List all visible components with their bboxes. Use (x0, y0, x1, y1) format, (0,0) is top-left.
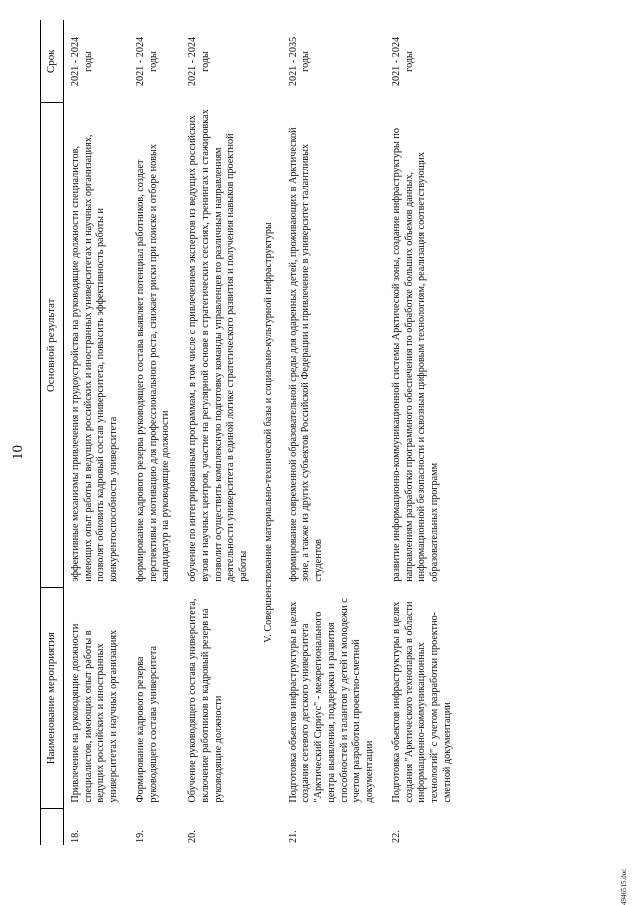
table-row (63, 20, 129, 845)
header-term: Срок (41, 20, 64, 103)
row-term: 2021 - 2024 годы (69, 36, 94, 87)
table-row (129, 20, 181, 845)
table-row (181, 20, 259, 845)
table-row (282, 20, 385, 845)
row-term: 2021 - 2035 годы (287, 36, 312, 87)
header-name: Наименование мероприятия (41, 588, 64, 809)
row-term: 2021 - 2024 годы (390, 36, 415, 87)
row-name: Подготовка объектов инфраструктуры в целях создания сетевого детского университета "Арктический Сириус" - межрегионального центра выявления, поддержки и развития способностей и талантов у детей и молодежи с учетом разработки проектно-сметной документации (287, 598, 375, 803)
section-title: V. Совершенствование материально-технической базы и социально-культурной инфраструктуры (262, 222, 274, 643)
row-number: 20. (187, 830, 198, 843)
row-result: формирование кадрового резерва руководящего состава выявляет потенциал работников, создает перспективы и мотивацию для профессионального роста, снижает риски при поиске и отборе новых кандидатур на руководящие должности (134, 144, 172, 582)
row-result: развитие информационно-коммуникационной системы Арктической зоны, создание инфраструктуры по направлениям разработки программного обеспечения по обработке больших объемов данных, информационной безопасности и сквозным цифровым технологиям, реализация соответствующих образовательных программ (390, 128, 440, 582)
row-term: 2021 - 2024 годы (134, 36, 159, 87)
row-result: обучение по интегрированным программам, в том числе с привлечением экспертов из ведущих российских вузов и научных центров, участие на регулярной основе в стратегических сессиях, тренингах и стажировках позволит осуществить комплексную подготовку команды управленцев по различным направлениям деятельности университета в единой логике стратегического развития и получения навыков проектной работы (187, 109, 249, 582)
row-number: 19. (134, 830, 146, 843)
row-number: 22. (390, 830, 402, 843)
page-number: 10 (10, 445, 26, 460)
table-header-row (41, 20, 64, 845)
row-name: Обучение руководящего состава университета, включение работников в кадровый резерв на руководящие должности (187, 598, 224, 803)
activities-table (40, 20, 463, 845)
row-term: 2021 - 2024 годы (187, 36, 211, 87)
section-row (259, 20, 282, 845)
header-result: Основной результат (41, 103, 64, 588)
row-number: 21. (287, 830, 299, 843)
row-number: 18. (69, 830, 81, 843)
footer-filename: 4946515.doc (620, 868, 628, 905)
row-name: Формирование кадрового резерва руководящего состава университета (134, 646, 159, 803)
header-num (41, 809, 64, 845)
row-name: Привлечение на руководящие должности специалистов, имеющих опыт работы в ведущих российских и иностранных университетах и научных организациях (69, 623, 119, 803)
row-result: формирование современной образовательной среды для одаренных детей, проживающих в Арктической зоне, а также из других субъектов Российской Федерации и привлечение в университет талантливых студентов (287, 127, 324, 582)
row-result: эффективные механизмы привлечения и трудоустройства на руководящие должности специалистов, имеющих опыт работы в ведущих российских и иностранных университетах и научных организациях, позволят обновить кадровый состав университета, повысить эффективность работы и конкурентоспособность университета (69, 134, 119, 582)
table-row (385, 20, 463, 845)
row-name: Подготовка объектов инфраструктуры в целях создания "Арктического технопарка в области информационно-коммуникационных технологий" с учетом разработки проектно-сметной документации (390, 601, 453, 803)
